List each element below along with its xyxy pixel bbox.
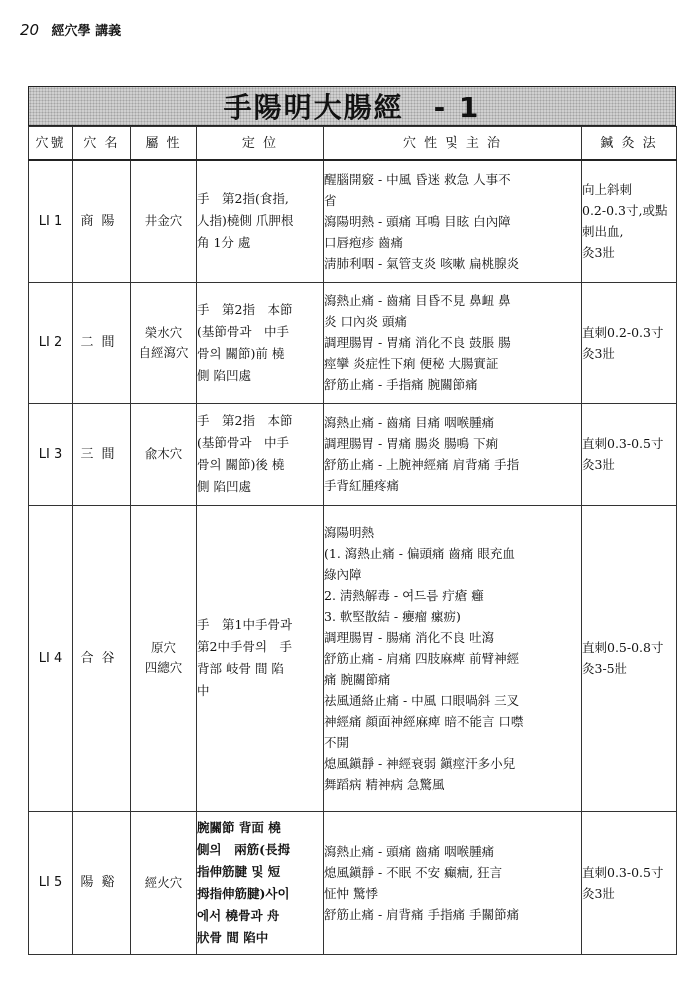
point-indications-line: 舒筋止痛 - 肩痛 四肢麻痺 前臂神經 [324, 650, 520, 666]
point-name: 二間 [73, 282, 131, 403]
point-location-line: 人指)橈側 爪胛根 [197, 213, 294, 229]
point-location [197, 811, 324, 954]
point-attribute [131, 505, 197, 811]
point-id: LI 4 [29, 505, 73, 811]
table-row [29, 811, 677, 954]
point-attribute-line: 四總穴 [144, 660, 183, 675]
col-header-indications: 穴 性 및 主 治 [324, 127, 582, 161]
point-indications-line: 手背紅腫疼痛 [324, 478, 400, 493]
point-indications-line: 炎 口內炎 頭痛 [324, 314, 407, 329]
point-indications-line: (1. 瀉熱止痛 - 偏頭痛 齒痛 眼充血 [324, 545, 515, 561]
point-location-line: 指伸筋腱 및 短 [197, 863, 281, 879]
point-attribute-line: 井金穴 [144, 213, 183, 229]
point-indications-line: 舒筋止痛 - 肩背痛 手指痛 手關節痛 [324, 906, 520, 922]
point-method-line: 灸3壯 [582, 885, 615, 901]
point-indications-line: 瀉陽明熱 [324, 524, 375, 540]
point-attribute-line: 經火穴 [144, 874, 183, 890]
point-indications-line: 綠內障 [324, 566, 362, 582]
point-method-line: 直刺0.2-0.3寸 [582, 324, 664, 340]
point-indications-line: 舒筋止痛 - 上腕神經痛 肩背痛 手指 [324, 457, 520, 472]
point-location-line: 手 第2指 本節 [197, 301, 293, 317]
point-indications-line: 痛 腕關節痛 [324, 671, 391, 687]
point-method-line: 刺出血, [582, 224, 624, 240]
point-id: LI 3 [29, 403, 73, 505]
point-method [582, 160, 677, 282]
point-indications-line: 瀉熱止痛 - 頭痛 齒痛 咽喉腫痛 [324, 843, 495, 859]
section-title-bar [28, 86, 676, 126]
point-id: LI 2 [29, 282, 73, 403]
point-indications [324, 282, 582, 403]
point-id: LI 1 [29, 160, 73, 282]
point-indications-line: 瀉陽明熱 - 頭痛 耳鳴 目眩 白內障 [324, 213, 511, 229]
point-attribute [131, 160, 197, 282]
table-row [29, 505, 677, 811]
point-attribute [131, 403, 197, 505]
point-indications-line: 神經痛 顔面神經麻痺 暗不能言 口噤 [324, 713, 524, 729]
point-indications-line: 調理腸胃 - 腸痛 消化不良 吐瀉 [324, 629, 495, 645]
point-indications-line: 瀉熱止痛 - 齒痛 目痛 咽喉腫痛 [324, 415, 495, 430]
point-name: 三間 [73, 403, 131, 505]
point-indications-line: 怔忡 驚悸 [324, 885, 378, 901]
point-method-line: 0.2-0.3寸,或點 [582, 203, 668, 219]
point-indications [324, 160, 582, 282]
page-number: 20 [20, 21, 40, 39]
point-indications-line: 口唇疱疹 齒痛 [324, 234, 403, 250]
point-indications-line: 調理腸胃 - 胃痛 消化不良 鼓脹 腸 [324, 335, 511, 350]
point-indications-line: 熄風鎭靜 - 不眠 不安 癲癎, 狂言 [324, 864, 503, 880]
point-indications-line: 2. 淸熱解毒 - 여드름 疔瘡 癰 [324, 587, 484, 603]
col-header-location: 定 位 [197, 127, 324, 161]
point-method-line: 直刺0.3-0.5寸 [582, 436, 664, 451]
point-name: 合谷 [73, 505, 131, 811]
point-method [582, 505, 677, 811]
col-header-id: 穴號 [29, 127, 73, 161]
col-header-attribute: 屬 性 [131, 127, 197, 161]
table-header-row [29, 127, 677, 161]
page-header [20, 20, 121, 39]
point-indications [324, 811, 582, 954]
point-location-line: 側의 兩筋(長拇 [197, 841, 290, 857]
point-method [582, 811, 677, 954]
point-indications-line: 不開 [324, 734, 350, 750]
point-method-line: 灸3-5壯 [582, 661, 628, 676]
point-location-line: 手 第2指 本節 [197, 413, 293, 428]
col-header-name: 穴 名 [73, 127, 131, 161]
point-method-line: 灸3壯 [582, 345, 615, 361]
point-indications-line: 熄風鎭靜 - 神經衰弱 鎭痙汗多小兒 [324, 755, 516, 771]
point-indications [324, 505, 582, 811]
point-method [582, 403, 677, 505]
point-attribute-line: 原穴 [150, 640, 176, 655]
point-location-line: 腕關節 背面 橈 [197, 819, 281, 835]
point-location-line: 手 第2指(食指, [197, 191, 289, 207]
point-method-line: 直刺0.3-0.5寸 [582, 864, 664, 880]
point-indications-line: 調理腸胃 - 胃痛 腸炎 腸鳴 下痢 [324, 436, 499, 451]
point-indications-line: 瀉熱止痛 - 齒痛 目昏不見 鼻衄 鼻 [324, 293, 511, 308]
point-location-line: 拇指伸筋腱)사이 [197, 885, 290, 901]
point-id: LI 5 [29, 811, 73, 954]
point-indications-line: 醒腦開竅 - 中風 昏迷 救急 人事不 [324, 171, 511, 187]
point-attribute-line: 自經瀉穴 [138, 344, 189, 360]
point-attribute [131, 811, 197, 954]
point-indications-line: 3. 軟堅散結 - 癭瘤 瘰疬) [324, 608, 461, 624]
section-title: 手陽明大腸經 - 1 [223, 91, 481, 124]
point-method-line: 灸3壯 [582, 245, 615, 261]
point-attribute [131, 282, 197, 403]
point-location-line: 狀骨 間 陷中 [197, 929, 269, 945]
point-location [197, 403, 324, 505]
point-location-line: 手 第1中手骨과 [197, 617, 293, 632]
point-attribute-line: 榮水穴 [144, 324, 183, 340]
point-location [197, 282, 324, 403]
point-method-line: 直刺0.5-0.8寸 [582, 640, 664, 655]
point-attribute-line: 兪木穴 [144, 446, 183, 461]
table-row [29, 160, 677, 282]
col-header-method: 鍼 灸 法 [582, 127, 677, 161]
point-location-line: 骨의 關節)前 橈 [197, 345, 285, 361]
point-location-line: 背部 岐骨 間 陷 [197, 661, 284, 676]
point-indications-line: 痙攣 炎症性下痢 便秘 大腸實証 [324, 356, 499, 371]
point-location-line: 第2中手骨의 手 [197, 639, 293, 654]
point-location-line: 骨의 關節)後 橈 [197, 457, 285, 472]
point-location [197, 505, 324, 811]
point-indications-line: 祛風通絡止痛 - 中風 口眼喎斜 三叉 [324, 692, 520, 708]
point-method [582, 282, 677, 403]
point-indications-line: 舞蹈病 精神病 急驚風 [324, 776, 445, 792]
point-location-line: 에서 橈骨과 舟 [197, 907, 280, 923]
table-row [29, 403, 677, 505]
point-location-line: 側 陷凹處 [197, 367, 251, 383]
point-indications-line: 省 [324, 192, 337, 208]
point-indications-line: 淸肺利咽 - 氣管支炎 咳嗽 扁桃腺炎 [324, 255, 520, 271]
point-location-line: 角 1分 處 [197, 235, 251, 251]
table-row [29, 282, 677, 403]
point-indications [324, 403, 582, 505]
point-name: 陽谿 [73, 811, 131, 954]
acupoint-table [28, 126, 677, 955]
point-method-line: 灸3壯 [582, 457, 615, 472]
point-indications-line: 舒筋止痛 - 手指痛 腕關節痛 [324, 377, 478, 392]
point-method-line: 向上斜刺 [582, 182, 633, 198]
point-location-line: 中 [197, 683, 210, 698]
point-location [197, 160, 324, 282]
point-location-line: 側 陷凹處 [197, 479, 251, 494]
point-location-line: (基節骨과 中手 [197, 435, 289, 450]
point-location-line: (基節骨과 中手 [197, 323, 289, 339]
running-title: 經穴學 講義 [51, 24, 122, 39]
point-name: 商陽 [73, 160, 131, 282]
